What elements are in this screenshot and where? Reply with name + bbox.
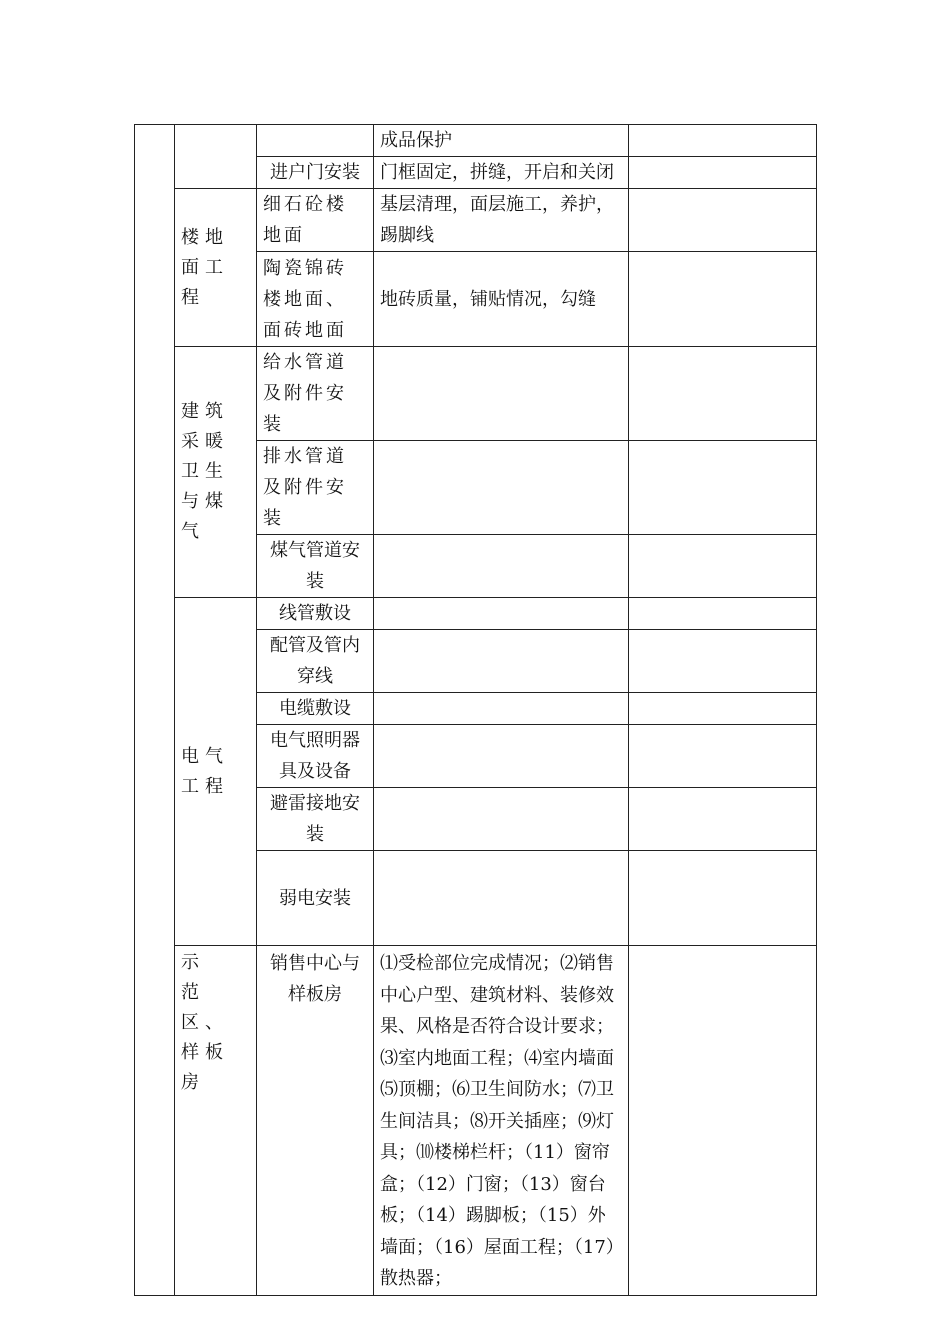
item-cell: 避雷接地安装 <box>257 788 374 851</box>
item-cell: 线管敷设 <box>257 598 374 630</box>
content-cell: 地砖质量，铺贴情况，勾缝 <box>374 252 629 347</box>
table-row <box>135 189 817 252</box>
content-cell <box>374 630 629 693</box>
index-column-cell <box>135 125 175 1296</box>
remark-cell <box>629 125 817 157</box>
item-cell: 销售中心与样板房 <box>257 946 374 1296</box>
table-row <box>135 946 817 1296</box>
item-cell: 排水管道及附件安装 <box>257 441 374 535</box>
content-cell <box>374 693 629 725</box>
content-cell <box>374 441 629 535</box>
category-cell <box>175 125 257 189</box>
content-cell <box>374 347 629 441</box>
remark-cell <box>629 252 817 347</box>
remark-cell <box>629 725 817 788</box>
content-cell <box>374 788 629 851</box>
item-cell <box>257 125 374 157</box>
item-cell: 电缆敷设 <box>257 693 374 725</box>
content-cell: 基层清理，面层施工，养护，踢脚线 <box>374 189 629 252</box>
remark-cell <box>629 347 817 441</box>
remark-cell <box>629 788 817 851</box>
content-cell: 成品保护 <box>374 125 629 157</box>
category-plumbing: 建筑采暖卫生与煤气 <box>175 347 257 598</box>
content-cell <box>374 851 629 946</box>
category-electrical: 电气工程 <box>175 598 257 946</box>
category-showroom: 示 范区、样板房 <box>175 946 257 1296</box>
content-cell <box>374 725 629 788</box>
remark-cell <box>629 535 817 598</box>
item-cell: 煤气管道安装 <box>257 535 374 598</box>
remark-cell <box>629 441 817 535</box>
content-cell <box>374 535 629 598</box>
content-cell: ⑴受检部位完成情况；⑵销售中心户型、建筑材料、装修效果、风格是否符合设计要求；⑶室内地面工程；⑷室内墙面⑸顶棚；⑹卫生间防水；⑺卫生间洁具；⑻开关插座；⑼灯具；⑽楼梯栏杆；（11）窗帘盒；（12）门窗；（13）窗台板；（14）踢脚板；（15）外墙面；（16）屋面工程；（17）散热器； <box>374 946 629 1296</box>
remark-cell <box>629 157 817 189</box>
item-cell: 给水管道及附件安装 <box>257 347 374 441</box>
table-row <box>135 598 817 630</box>
item-cell: 配管及管内穿线 <box>257 630 374 693</box>
content-cell: 门框固定，拼缝，开启和关闭 <box>374 157 629 189</box>
content-cell <box>374 598 629 630</box>
inspection-table <box>134 124 817 1296</box>
item-cell: 弱电安装 <box>257 851 374 946</box>
table-row <box>135 347 817 441</box>
remark-cell <box>629 693 817 725</box>
remark-cell <box>629 851 817 946</box>
remark-cell <box>629 630 817 693</box>
item-cell: 陶瓷锦砖楼地面、面砖地面 <box>257 252 374 347</box>
item-cell: 电气照明器具及设备 <box>257 725 374 788</box>
remark-cell <box>629 946 817 1296</box>
remark-cell <box>629 598 817 630</box>
table-row <box>135 125 817 157</box>
item-cell: 细石砼楼地面 <box>257 189 374 252</box>
remark-cell <box>629 189 817 252</box>
category-floor: 楼地面工程 <box>175 189 257 347</box>
item-cell: 进户门安装 <box>257 157 374 189</box>
